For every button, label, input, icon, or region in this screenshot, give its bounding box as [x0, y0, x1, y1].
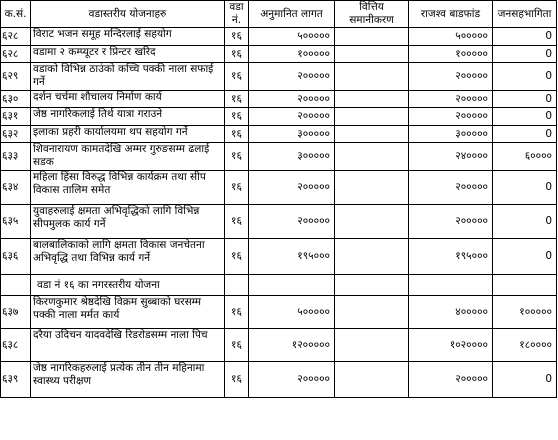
cell-estimate: २००००० — [249, 91, 335, 108]
cell-sn: ६३० — [1, 91, 31, 108]
table-row — [1, 91, 557, 108]
cell-ward: १६ — [225, 239, 249, 275]
cell-sn: ६२८ — [1, 46, 31, 63]
cell-sn: ६३१ — [1, 108, 31, 126]
table-row — [1, 46, 557, 63]
cell-name: शिवनारायण कामतदेखि अम्मर गुरुङसम्म ढलाई सडक — [31, 143, 225, 171]
cell-public: १८०००० — [493, 329, 557, 362]
cell-public: 0 — [493, 126, 557, 143]
cell-name: बालबालिकाको लागि क्षमता विकास जनचेतना अभिवृद्धि तथा विभिन्न कार्य गर्ने — [31, 239, 225, 275]
cell-finance — [335, 239, 409, 275]
cell-revenue: २००००० — [409, 205, 493, 239]
cell-public: 0 — [493, 28, 557, 46]
cell-revenue: २००००० — [409, 362, 493, 398]
cell-public: 0 — [493, 171, 557, 205]
table-row — [1, 171, 557, 205]
cell-name: विराट भजन समूह मन्दिरलाई सहयोग — [31, 28, 225, 46]
cell-ward: १६ — [225, 46, 249, 63]
cell-estimate: ५००००० — [249, 28, 335, 46]
cell-name: युवाहरुलाई क्षमता अभिवृद्धिको लागि विभिन्न सीपमुलक कार्य गर्ने — [31, 205, 225, 239]
cell-revenue: २००००० — [409, 171, 493, 205]
cell-estimate: २००००० — [249, 63, 335, 91]
header-revenue: राजश्व बाडफांड — [409, 1, 493, 28]
cell-revenue: ५००००० — [409, 28, 493, 46]
table-row — [1, 239, 557, 275]
cell-ward: १६ — [225, 63, 249, 91]
cell-sn: ६३७ — [1, 296, 31, 329]
cell-ward: १६ — [225, 91, 249, 108]
cell-ward: १६ — [225, 143, 249, 171]
section-title: वडा नं १६ का नगरस्तरीय योजना — [31, 275, 225, 296]
cell-sn: ६३३ — [1, 143, 31, 171]
cell-revenue: २४०००० — [409, 143, 493, 171]
cell-public: 0 — [493, 362, 557, 398]
cell-ward: १६ — [225, 329, 249, 362]
cell-name: जेष्ठ नागरिकहरुलाई प्रत्येक तीन तीन महिनामा स्वास्थ्य परीक्षण — [31, 362, 225, 398]
table-row — [1, 296, 557, 329]
table-row — [1, 205, 557, 239]
cell-estimate: ३००००० — [249, 143, 335, 171]
cell-public: 0 — [493, 63, 557, 91]
cell-ward: १६ — [225, 296, 249, 329]
header-ward: वडा नं. — [225, 1, 249, 28]
cell-public: 0 — [493, 239, 557, 275]
header-row — [1, 1, 557, 28]
cell-finance — [335, 205, 409, 239]
header-name: वडास्तरीय योजनाहरु — [31, 1, 225, 28]
cell-finance — [335, 329, 409, 362]
cell-revenue: १००००० — [409, 46, 493, 63]
cell-name: दर्शन चर्चमा शौचालय निर्माण कार्य — [31, 91, 225, 108]
cell-revenue: ३००००० — [409, 126, 493, 143]
cell-name: किरणकुमार श्रेष्ठदेखि विक्रम सुब्बाको घरसम्म पक्की नाला मर्मत कार्य — [31, 296, 225, 329]
cell-estimate: १९५००० — [249, 239, 335, 275]
cell-finance — [335, 362, 409, 398]
cell-estimate: ३००००० — [249, 126, 335, 143]
table-row — [1, 108, 557, 126]
cell-estimate: २००००० — [249, 205, 335, 239]
table-row — [1, 329, 557, 362]
header-sn: क.सं. — [1, 1, 31, 28]
cell-estimate: २००००० — [249, 171, 335, 205]
cell-public: 0 — [493, 46, 557, 63]
section-row — [1, 275, 557, 296]
cell-blank — [409, 275, 493, 296]
cell-revenue: २००००० — [409, 63, 493, 91]
cell-ward: १६ — [225, 126, 249, 143]
cell-sn: ६३२ — [1, 126, 31, 143]
cell-public: 0 — [493, 108, 557, 126]
cell-finance — [335, 296, 409, 329]
cell-blank — [1, 275, 31, 296]
cell-ward: १६ — [225, 171, 249, 205]
cell-estimate: १००००० — [249, 46, 335, 63]
cell-estimate: १२००००० — [249, 329, 335, 362]
cell-public: 0 — [493, 91, 557, 108]
cell-finance — [335, 28, 409, 46]
cell-sn: ६२९ — [1, 63, 31, 91]
table-row — [1, 63, 557, 91]
cell-blank — [493, 275, 557, 296]
table-row — [1, 143, 557, 171]
cell-name: वडाको विभिन्न ठाउंको कच्चि पक्की नाला सफाई गर्ने — [31, 63, 225, 91]
cell-blank — [249, 275, 335, 296]
table-row — [1, 126, 557, 143]
cell-estimate: २००००० — [249, 108, 335, 126]
cell-blank — [335, 275, 409, 296]
cell-finance — [335, 108, 409, 126]
cell-blank — [225, 275, 249, 296]
cell-finance — [335, 46, 409, 63]
cell-name: इलाका प्रहरी कार्यालयमा थप सहयोग गर्ने — [31, 126, 225, 143]
table-row — [1, 28, 557, 46]
cell-revenue: ४००००० — [409, 296, 493, 329]
cell-public: ६०००० — [493, 143, 557, 171]
cell-estimate: ५००००० — [249, 296, 335, 329]
cell-name: महिला हिंसा विरुद्ध विभिन्न कार्यक्रम तथा सीप विकास तालिम समेत — [31, 171, 225, 205]
cell-sn: ६३६ — [1, 239, 31, 275]
cell-name: वडामा २ कम्प्यूटर र प्रिन्टर खरिद — [31, 46, 225, 63]
cell-finance — [335, 63, 409, 91]
cell-revenue: १९५००० — [409, 239, 493, 275]
cell-revenue: २००००० — [409, 91, 493, 108]
header-public: जनसहभागिता — [493, 1, 557, 28]
cell-sn: ६३४ — [1, 171, 31, 205]
cell-finance — [335, 143, 409, 171]
cell-revenue: २००००० — [409, 108, 493, 126]
cell-sn: ६२८ — [1, 28, 31, 46]
cell-name: जेष्ठ नागरिकलाई तिर्थ यात्रा गराउने — [31, 108, 225, 126]
cell-finance — [335, 91, 409, 108]
cell-finance — [335, 126, 409, 143]
cell-finance — [335, 171, 409, 205]
cell-ward: १६ — [225, 362, 249, 398]
cell-estimate: २००००० — [249, 362, 335, 398]
cell-name: दरैया उदिचन यादवदेखि रिडरोडसम्म नाला पिच — [31, 329, 225, 362]
cell-ward: १६ — [225, 205, 249, 239]
cell-public: १००००० — [493, 296, 557, 329]
cell-sn: ६३८ — [1, 329, 31, 362]
cell-ward: १६ — [225, 108, 249, 126]
header-estimate: अनुमानित लागत — [249, 1, 335, 28]
cell-sn: ६३५ — [1, 205, 31, 239]
cell-ward: १६ — [225, 28, 249, 46]
header-finance: वित्तिय समानीकरण — [335, 1, 409, 28]
cell-public: 0 — [493, 205, 557, 239]
cell-sn: ६३९ — [1, 362, 31, 398]
cell-revenue: १०२०००० — [409, 329, 493, 362]
table-row — [1, 362, 557, 398]
